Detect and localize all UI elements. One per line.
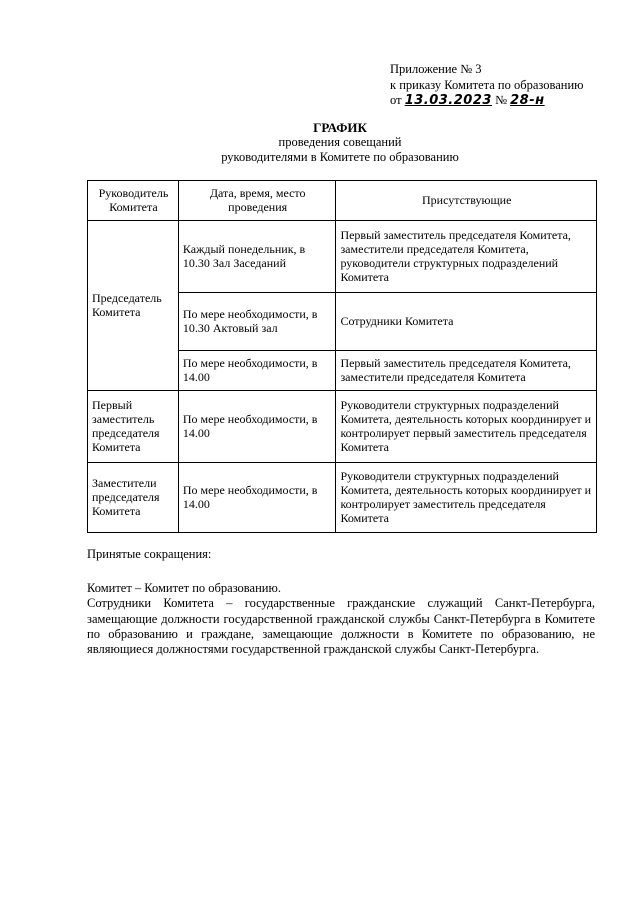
appendix-date-line [390, 93, 630, 109]
attendees-cell: Руководители структурных подразделений Комитета, деятельность которых координирует и контролирует заместитель председателя Комитета [336, 463, 597, 533]
abbreviation-staff: Сотрудники Комитета – государственные гражданские служащий Санкт-Петербурга, замещающие должности государственной гражданской службы Санкт-Петербурга в Комитете по образованию и граждане, замещающие должности в Комитете по образованию, не являющиеся должностями государственной гражданской службы Санкт-Петербурга. [87, 596, 595, 657]
abbreviations-heading: Принятые сокращения: [87, 547, 212, 561]
when-cell: По мере необходимости, в 14.00 [178, 463, 336, 533]
appendix-number: Приложение № 3 [390, 62, 482, 76]
attendees-cell: Сотрудники Комитета [336, 293, 597, 351]
attendees-cell: Руководители структурных подразделений Комитета, деятельность которых координирует и контролирует первый заместитель председателя Комитета [336, 391, 597, 463]
title-line-1: проведения совещаний [278, 135, 402, 149]
from-label: от [390, 93, 402, 107]
header-leader: Руководитель Комитета [88, 181, 179, 221]
header-when: Дата, время, место проведения [178, 181, 336, 221]
number-label: № [495, 93, 507, 107]
header-attendees: Присутствующие [336, 181, 597, 221]
title-heading: ГРАФИК [313, 120, 367, 135]
attendees-cell: Первый заместитель председателя Комитета, заместители председателя Комитета [336, 351, 597, 391]
abbreviations-section [87, 547, 595, 657]
table-row [88, 463, 597, 533]
table-row [88, 221, 597, 293]
handwritten-date: 13.03.2023 [404, 93, 492, 108]
when-cell: Каждый понедельник, в 10.30 Зал Заседаний [178, 221, 336, 293]
leader-cell: Первый заместитель председателя Комитета [88, 391, 179, 463]
document-title [0, 120, 640, 165]
leader-cell: Председатель Комитета [88, 221, 179, 391]
when-cell: По мере необходимости, в 10.30 Актовый зал [178, 293, 336, 351]
handwritten-order-number: 28-н [510, 93, 545, 108]
when-cell: По мере необходимости, в 14.00 [178, 351, 336, 391]
spacer [87, 562, 595, 581]
leader-cell: Заместители председателя Комитета [88, 463, 179, 533]
appendix-header [390, 62, 630, 109]
abbreviation-committee: Комитет – Комитет по образованию. [87, 581, 281, 596]
table-header-row [88, 181, 597, 221]
attendees-cell: Первый заместитель председателя Комитета, заместители председателя Комитета, руководители структурных подразделений Комитета [336, 221, 597, 293]
when-cell: По мере необходимости, в 14.00 [178, 391, 336, 463]
appendix-order-reference: к приказу Комитета по образованию [390, 77, 584, 92]
title-line-2: руководителями в Комитете по образованию [221, 150, 459, 164]
meeting-schedule-table [87, 180, 597, 533]
table-row [88, 391, 597, 463]
